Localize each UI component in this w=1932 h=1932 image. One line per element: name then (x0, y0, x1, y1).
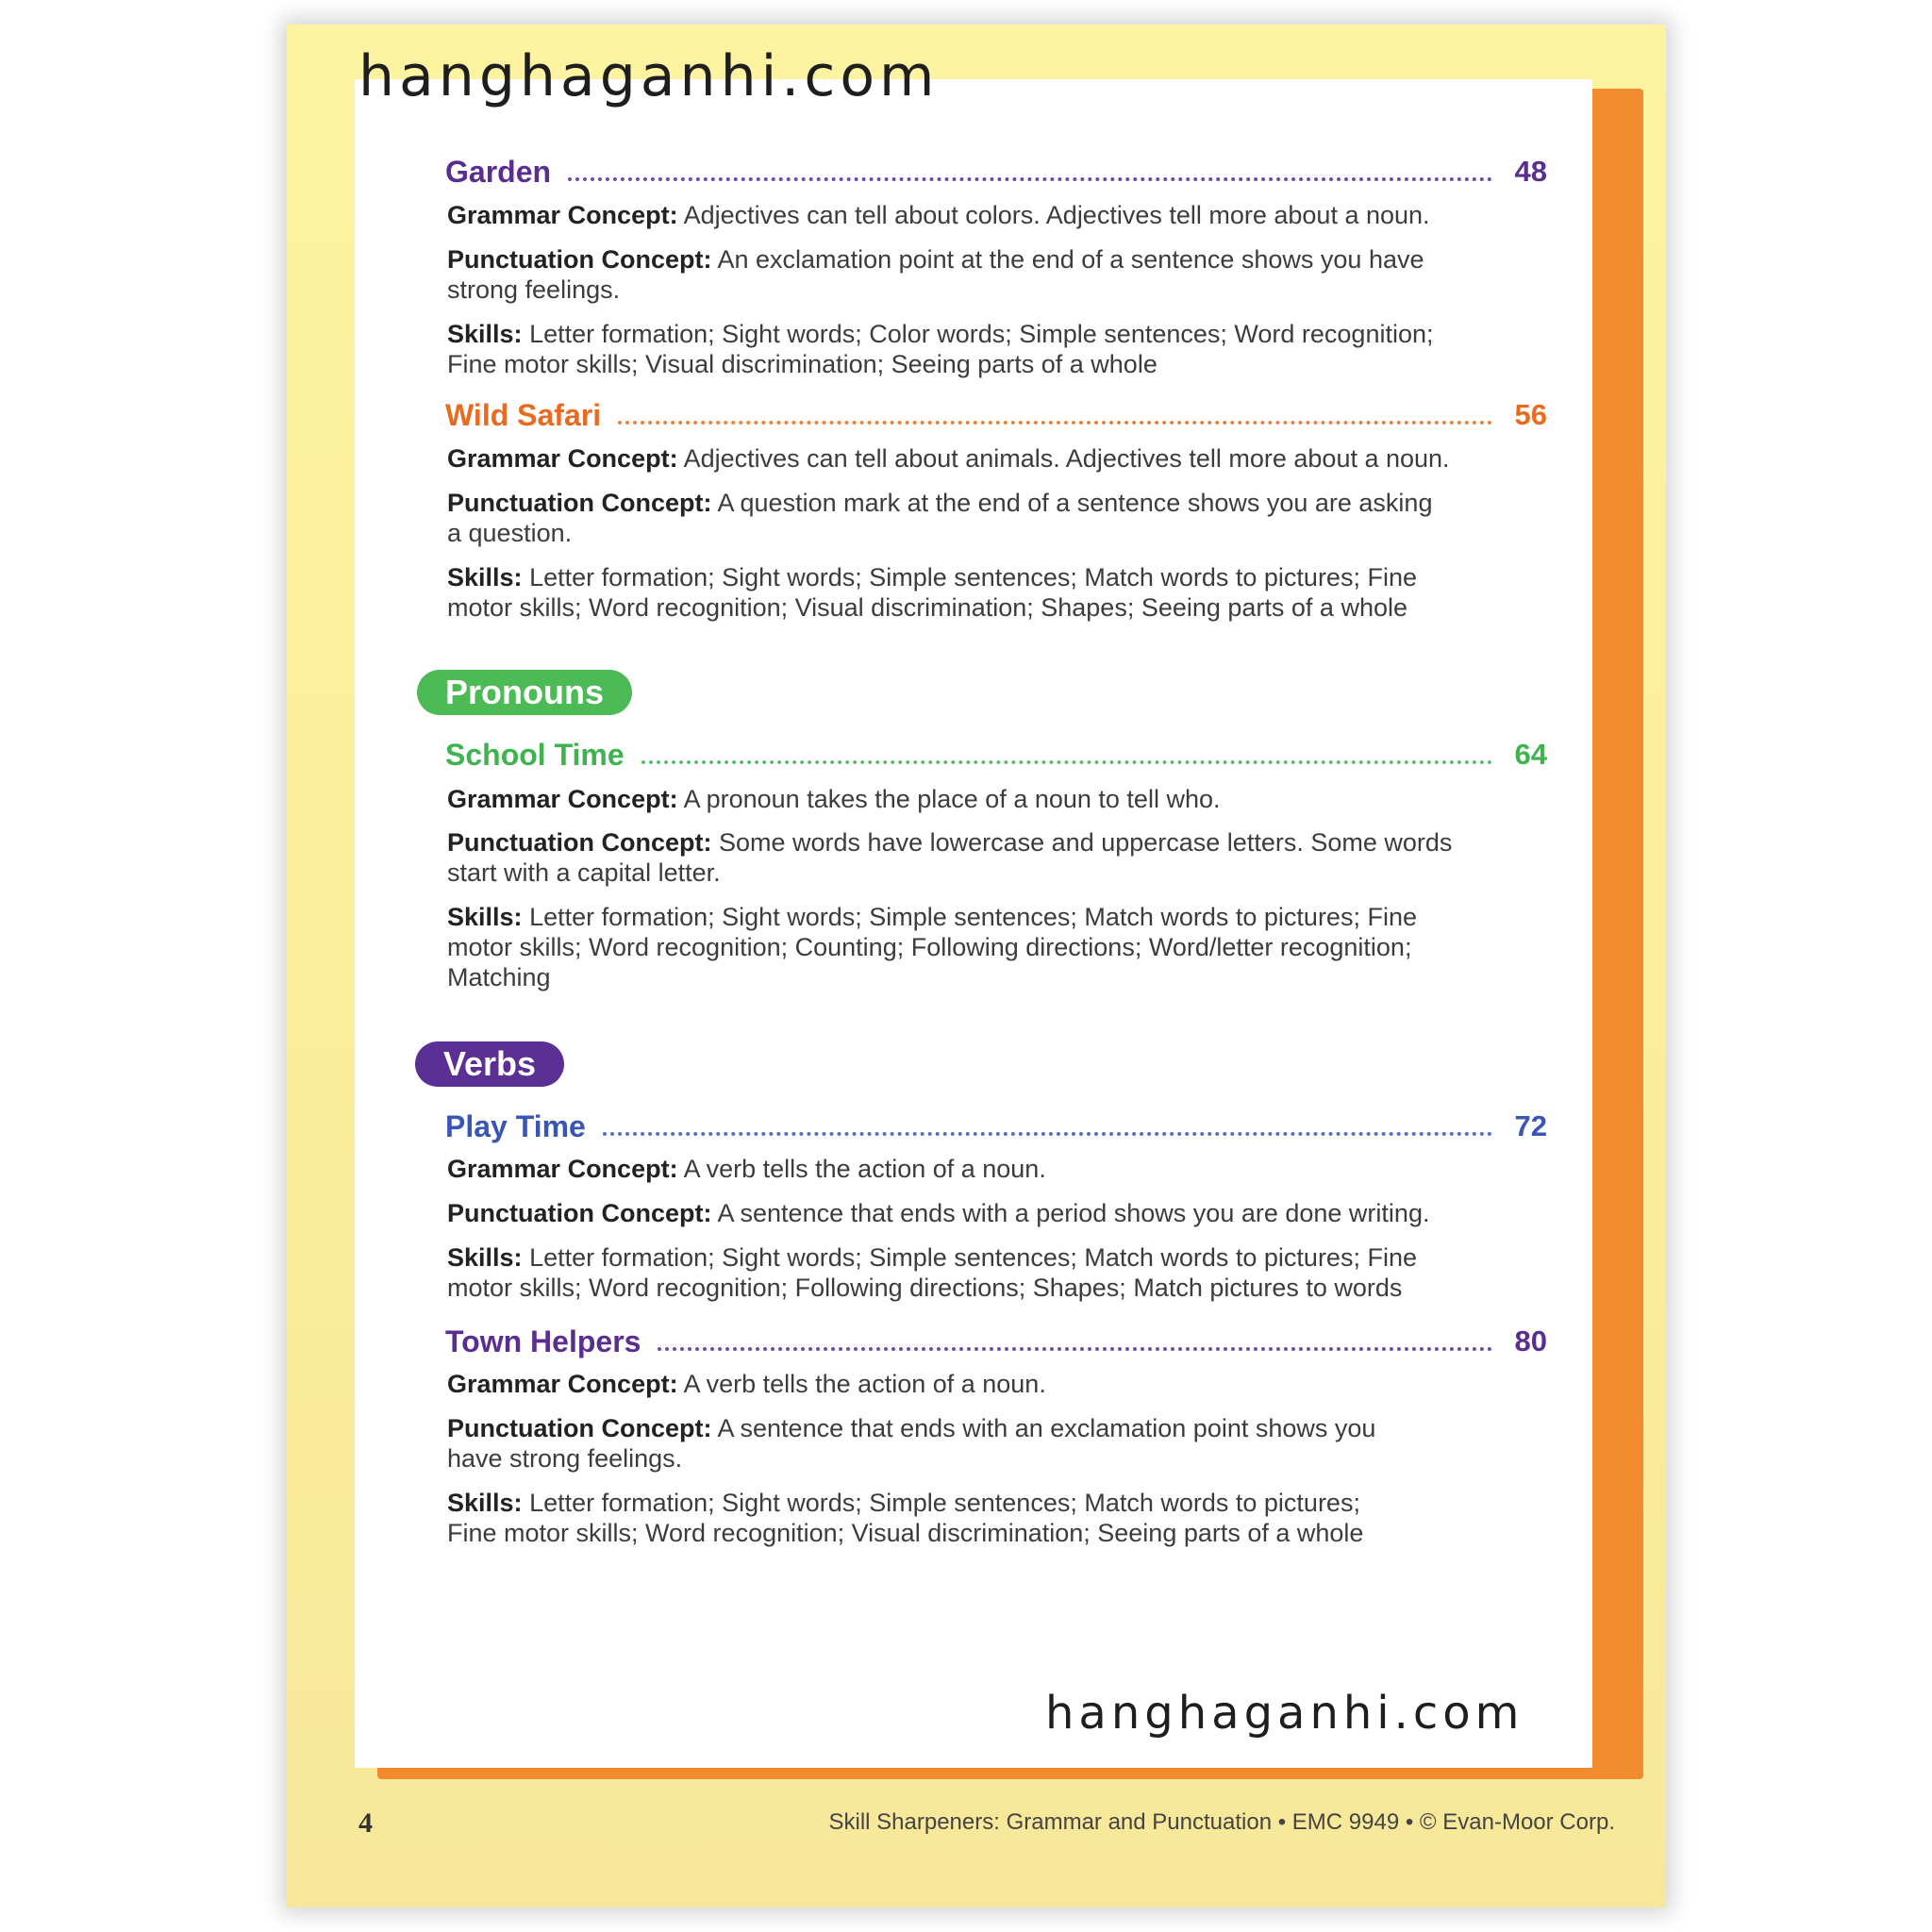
skills (447, 1488, 1504, 1548)
entry-title: School Time (445, 738, 625, 772)
grammar-label: Grammar Concept: (447, 444, 678, 473)
punctuation-label: Punctuation Concept: (447, 828, 712, 857)
entry-page-number: 80 (1514, 1324, 1547, 1357)
grammar-text: Adjectives can tell about animals. Adjectives tell more about a noun. (683, 444, 1450, 473)
skills-text-line-2: motor skills; Word recognition; Visual discrimination; Shapes; Seeing parts of a whole (447, 593, 1407, 622)
punctuation-concept (447, 488, 1504, 548)
toc-entry-wild-safari (445, 392, 1547, 434)
entry-title: Play Time (445, 1109, 586, 1143)
grammar-label: Grammar Concept: (447, 1370, 678, 1398)
entry-title: Garden (445, 155, 552, 189)
skills-label: Skills: (447, 1243, 523, 1272)
toc-entry-school-time (445, 732, 1547, 774)
watermark-bottom: hanghaganhi.com (1045, 1687, 1524, 1740)
skills-text-line-1: Letter formation; Sight words; Simple sentences; Match words to pictures; Fine (529, 903, 1417, 931)
toc-entry-town-helpers (445, 1319, 1547, 1360)
grammar-concept (447, 1369, 1504, 1399)
grammar-text: A verb tells the action of a noun. (683, 1370, 1046, 1398)
skills-text-line-1: Letter formation; Sight words; Color words; Simple sentences; Word recognition; (529, 320, 1434, 348)
watermark-top: hanghaganhi.com (358, 43, 940, 109)
toc-entry-play-time (445, 1104, 1547, 1145)
punctuation-text-line-2: a question. (447, 519, 573, 547)
entry-title: Town Helpers (445, 1324, 641, 1358)
punctuation-label: Punctuation Concept: (447, 1199, 712, 1227)
punctuation-text-line-1: An exclamation point at the end of a sentence shows you have (717, 245, 1424, 274)
punctuation-text-line-2: strong feelings. (447, 275, 621, 304)
grammar-concept (447, 200, 1504, 230)
grammar-label: Grammar Concept: (447, 1155, 678, 1183)
punctuation-label: Punctuation Concept: (447, 489, 712, 517)
skills-label: Skills: (447, 563, 523, 591)
punctuation-text-line-1: Some words have lowercase and uppercase letters. Some words (719, 828, 1453, 857)
grammar-text: A verb tells the action of a noun. (683, 1155, 1046, 1183)
section-heading-verbs: Verbs (415, 1041, 564, 1087)
punctuation-concept (447, 1413, 1504, 1474)
skills-text-line-3: Matching (447, 963, 551, 991)
toc-entry-garden (445, 149, 1547, 191)
grammar-label: Grammar Concept: (447, 785, 678, 813)
punctuation-text-line-1: A question mark at the end of a sentence shows you are asking (717, 489, 1433, 517)
entry-page-number: 72 (1514, 1109, 1547, 1142)
dot-leader (618, 421, 1492, 425)
skills-text-line-2: motor skills; Word recognition; Counting; Following directions; Word/letter recognition; (447, 933, 1412, 961)
skills-label: Skills: (447, 320, 523, 348)
skills-text-line-2: motor skills; Word recognition; Following directions; Shapes; Match pictures to words (447, 1274, 1403, 1302)
grammar-concept (447, 443, 1504, 474)
section-heading-pronouns: Pronouns (417, 670, 632, 715)
punctuation-text-line-2: start with a capital letter. (447, 858, 721, 887)
footer-page-number: 4 (358, 1807, 373, 1839)
dot-leader (658, 1347, 1492, 1351)
skills-text-line-2: Fine motor skills; Word recognition; Visual discrimination; Seeing parts of a whole (447, 1519, 1364, 1547)
punctuation-concept (447, 1198, 1504, 1228)
punctuation-text-line-1: A sentence that ends with an exclamation point shows you (717, 1414, 1376, 1442)
skills (447, 319, 1504, 379)
skills-label: Skills: (447, 1489, 523, 1517)
dot-leader (568, 177, 1492, 181)
skills (447, 902, 1504, 992)
grammar-text: Adjectives can tell about colors. Adjectives tell more about a noun. (683, 201, 1430, 229)
skills-text-line-1: Letter formation; Sight words; Simple sentences; Match words to pictures; Fine (529, 563, 1417, 591)
grammar-label: Grammar Concept: (447, 201, 678, 229)
entry-page-number: 64 (1514, 738, 1547, 771)
dot-leader (641, 760, 1492, 764)
grammar-concept (447, 784, 1504, 814)
entry-title: Wild Safari (445, 398, 602, 432)
skills (447, 1242, 1504, 1303)
grammar-concept (447, 1154, 1504, 1184)
punctuation-text-line-2: have strong feelings. (447, 1444, 683, 1473)
skills-text-line-1: Letter formation; Sight words; Simple sentences; Match words to pictures; Fine (529, 1243, 1417, 1272)
footer-credit: Skill Sharpeners: Grammar and Punctuation • EMC 9949 • © Evan-Moor Corp. (828, 1809, 1615, 1835)
skills (447, 562, 1504, 623)
entry-page-number: 56 (1514, 398, 1547, 431)
dot-leader (603, 1132, 1492, 1136)
entry-page-number: 48 (1514, 155, 1547, 188)
punctuation-concept (447, 244, 1504, 305)
grammar-text: A pronoun takes the place of a noun to tell who. (683, 785, 1221, 813)
punctuation-label: Punctuation Concept: (447, 245, 712, 274)
skills-text-line-1: Letter formation; Sight words; Simple sentences; Match words to pictures; (529, 1489, 1360, 1517)
punctuation-text-line-1: A sentence that ends with a period shows you are done writing. (717, 1199, 1430, 1227)
skills-text-line-2: Fine motor skills; Visual discrimination; Seeing parts of a whole (447, 350, 1158, 378)
punctuation-label: Punctuation Concept: (447, 1414, 712, 1442)
skills-label: Skills: (447, 903, 523, 931)
punctuation-concept (447, 827, 1504, 888)
